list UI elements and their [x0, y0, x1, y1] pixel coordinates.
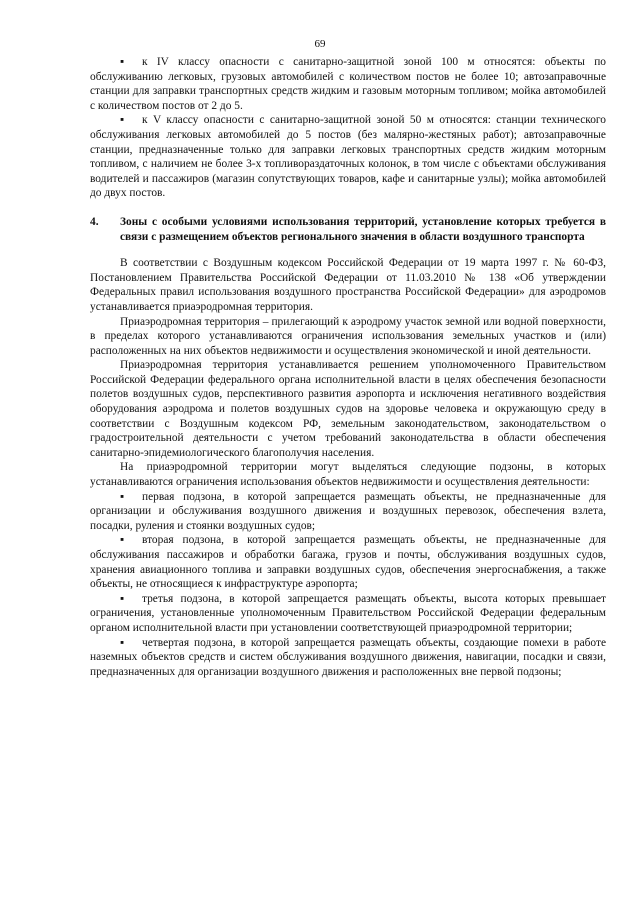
bullet-text: вторая подзона, в которой запрещается размещать объекты, не предназначенные для обслуживания пассажиров и обработки багажа, грузов и почты, обслуживания воздушных судов, хранения авиационного топлива и заправки воздушных судов, обеспечения энергоснабжения, а также объекты, не относящиеся к инфраструктуре аэропорта;	[90, 534, 606, 591]
bullet-text: четвертая подзона, в которой запрещается размещать объекты, создающие помехи в работе наземных объектов средств и систем обслуживания воздушного движения, навигации, посадки и связи, предназначенных для организации воздушного движения и расположенных вне первой подзоны;	[90, 636, 606, 678]
page-content	[90, 55, 606, 679]
bullet-paragraph	[90, 533, 606, 591]
bullet-text: третья подзона, в которой запрещается размещать объекты, высота которых превышает ограничения, установленные уполномоченным Правительством Российской Федерации федеральным органом исполнительной власти при установлении соответствующей приаэродромной территории;	[90, 592, 606, 634]
bullet-icon: ▪	[120, 114, 125, 127]
bullet-text: к IV классу опасности с санитарно-защитной зоной 100 м относятся: объекты по обслуживанию легковых, грузовых автомобилей с количеством постов не более 10; автозаправочные станции для заправки транспортных средств жидким и газовым моторным топливом; мойка автомобилей с количеством постов от 2 до 5.	[90, 56, 606, 112]
section-heading	[90, 215, 606, 244]
page-number: 69	[314, 38, 326, 50]
bullet-icon: ▪	[120, 636, 125, 649]
body-paragraph: В соответствии с Воздушным кодексом Российской Федерации от 19 марта 1997 г. № 60-ФЗ, Постановлением Правительства Российской Федерации от 11.03.2010 № 138 «Об утверждении Федеральных правил использования воздушного пространства Российской Федерации» для аэродромов устанавливается приаэродромная территория.	[90, 257, 606, 313]
bullet-icon: ▪	[120, 534, 125, 547]
bullet-paragraph	[90, 636, 606, 680]
body-paragraph: Приаэродромная территория – прилегающий к аэродрому участок земной или водной поверхности, в пределах которого устанавливаются ограничения использования земельных участков и (или) расположенных на них объектов недвижимости и осуществления экономической и иной деятельности.	[90, 315, 606, 357]
bullet-icon: ▪	[120, 592, 125, 605]
bullet-icon: ▪	[120, 490, 125, 503]
bullet-icon: ▪	[120, 56, 125, 68]
body-paragraph: Приаэродромная территория устанавливается решением уполномоченного Правительством Российской Федерации федерального органа исполнительной власти в целях обеспечения безопасности полетов воздушных судов, перспективного развития аэропорта и исключения негативного воздействия оборудования аэродрома и полетов воздушных судов на здоровье человека и окружающую среду в соответствии с Воздушным кодексом РФ, земельным законодательством, законодательством о градостроительной деятельности с учетом требований законодательства в области обеспечения санитарно-эпидемиологического благополучия населения.	[90, 359, 606, 459]
bullet-paragraph	[90, 592, 606, 636]
section-number: 4.	[90, 215, 99, 228]
section-title: Зоны с особыми условиями использования территорий, установление которых требуется в связи с размещением объектов регионального значения в области воздушного транспорта	[120, 215, 606, 243]
bullet-paragraph	[90, 490, 606, 534]
bullet-text: первая подзона, в которой запрещается размещать объекты, не предназначенные для организации и обслуживания воздушного движения и воздушных перевозок, обеспечения взлета, посадки, руления и стоянки воздушных судов;	[90, 490, 606, 532]
body-paragraph: На приаэродромной территории могут выделяться следующие подзоны, в которых устанавливаются ограничения использования объектов недвижимости и осуществления деятельности:	[90, 461, 606, 489]
bullet-text: к V классу опасности с санитарно-защитной зоной 50 м относятся: станции технического обслуживания легковых автомобилей до 5 постов (без малярно-жестяных работ); автозаправочные станции, предназначенные только для заправки легковых транспортных средств жидким моторным топливом, с наличием не более 3-х топливораздаточных колонок, в том числе с объектами обслуживания водителей и пассажиров (магазин сопутствующих товаров, кафе и санитарные узлы); мойка автомобилей до двух постов.	[90, 114, 606, 200]
bullet-paragraph	[90, 55, 606, 113]
bullet-paragraph	[90, 113, 606, 201]
